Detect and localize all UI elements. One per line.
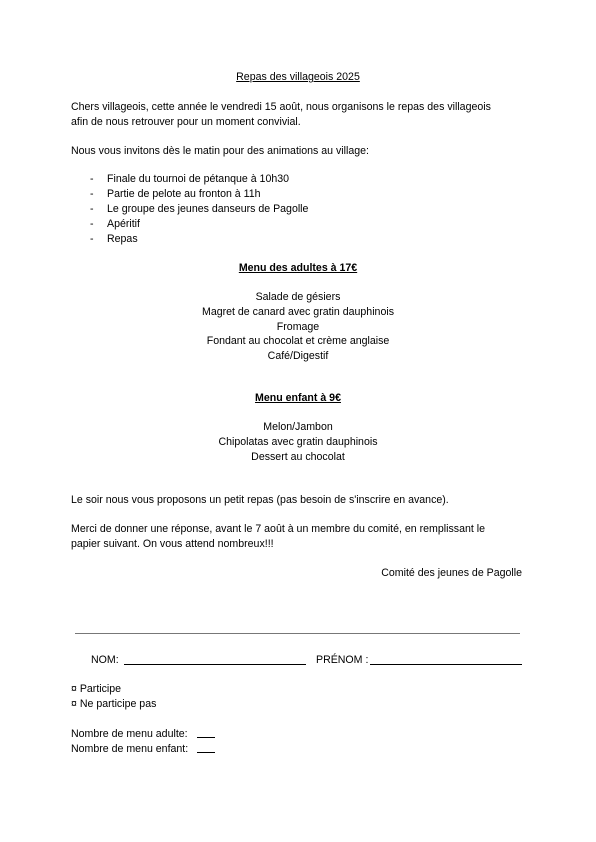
- child-menu-title: Menu enfant à 9€: [255, 392, 341, 404]
- reply-line-1: Merci de donner une réponse, avant le 7 août à un membre du comité, en remplissant le: [71, 523, 485, 535]
- child-count-field[interactable]: [197, 742, 215, 753]
- evening-text: Le soir nous vous proposons un petit repas (pas besoin de s'inscrire en avance).: [71, 494, 449, 506]
- dash-bullet: -: [90, 203, 94, 215]
- list-item: Dessert au chocolat: [251, 450, 345, 463]
- list-item: - Repas: [90, 233, 138, 245]
- document-title: Repas des villageois 2025: [236, 71, 360, 83]
- invite-text: Nous vous invitons dès le matin pour des animations au village:: [71, 145, 369, 157]
- list-item: Chipolatas avec gratin dauphinois: [218, 435, 378, 448]
- adult-menu-title: Menu des adultes à 17€: [238, 262, 358, 274]
- list-item: - Finale du tournoi de pétanque à 10h30: [90, 173, 290, 185]
- list-item: Café/Digestif: [267, 350, 329, 363]
- list-item: - Le groupe des jeunes danseurs de Pagolle: [90, 203, 309, 215]
- program-list: [90, 172, 308, 247]
- prenom-label: PRÉNOM :: [316, 654, 369, 666]
- list-item: Salade de gésiers: [255, 291, 341, 303]
- reply-line-2: papier suivant. On vous attend nombreux!!!: [71, 538, 274, 550]
- signature: Comité des jeunes de Pagolle: [381, 567, 522, 579]
- list-item: Fondant au chocolat et crème anglaise: [206, 335, 390, 348]
- adult-menu-list: [0, 290, 596, 364]
- prenom-field[interactable]: [370, 654, 522, 665]
- child-count-label: Nombre de menu enfant:: [71, 743, 189, 755]
- list-item: Magret de canard avec gratin dauphinois: [202, 305, 394, 318]
- cut-separator-line: [75, 633, 520, 634]
- list-item: Melon/Jambon: [263, 421, 333, 433]
- intro-line-2: afin de nous retrouver pour un moment convivial.: [71, 116, 301, 128]
- nom-label: NOM:: [91, 654, 119, 666]
- adult-count-label: Nombre de menu adulte:: [71, 728, 188, 740]
- list-item: Fromage: [276, 320, 320, 333]
- child-menu-list: [0, 420, 596, 464]
- intro-line-1: Chers villageois, cette année le vendredi 15 août, nous organisons le repas des villageois: [71, 101, 491, 113]
- option-participe[interactable]: ¤ Participe: [71, 683, 122, 695]
- dash-bullet: -: [90, 233, 94, 245]
- list-item: - Apéritif: [90, 218, 140, 230]
- dash-bullet: -: [90, 173, 94, 185]
- dash-bullet: -: [90, 188, 94, 200]
- option-ne-participe-pas[interactable]: ¤ Ne participe pas: [71, 698, 157, 710]
- nom-field[interactable]: [124, 654, 306, 665]
- adult-count-field[interactable]: [197, 727, 215, 738]
- dash-bullet: -: [90, 218, 94, 230]
- list-item: - Partie de pelote au fronton à 11h: [90, 188, 261, 200]
